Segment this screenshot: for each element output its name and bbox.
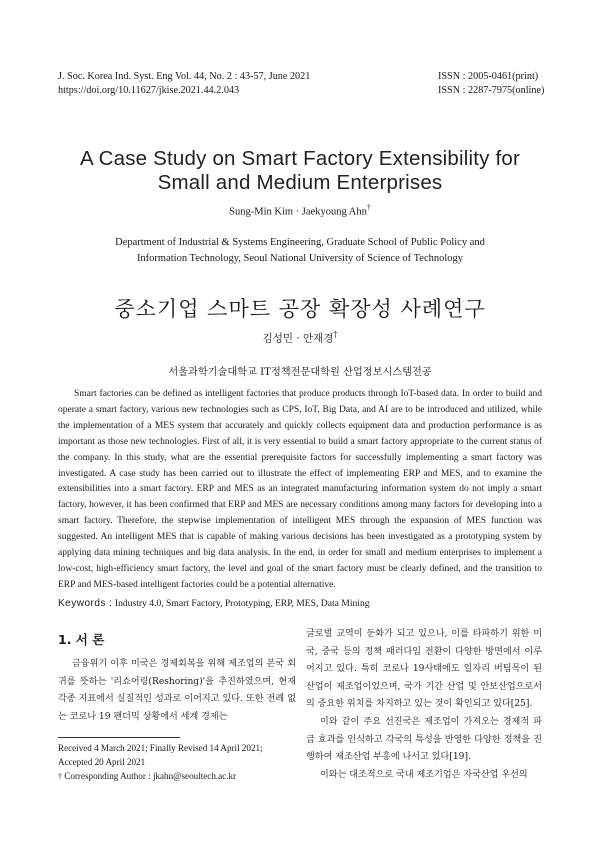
footnote-dates-line-1: Received 4 March 2021; Finally Revised 14 April 2021;: [58, 743, 263, 753]
left-column-paragraph: 금융위기 이후 미국은 경제회복을 위해 제조업의 본국 회귀를 뜻하는 '리쇼어링(Reshoring)'을 추진하였으며, 현재 각종 지표에서 실질적인 성과로 이어지고 있다. 또한 전례 없는 코로나 19 팬더믹 상황에서 세계 경제는: [58, 659, 296, 722]
footnote-divider: [58, 737, 180, 738]
author-names: Sung-Min Kim · Jaekyoung Ahn: [229, 206, 367, 218]
keywords-line: [58, 598, 370, 609]
corresponding-author-email: Corresponding Author : jkahn@seoultech.ac.kr: [64, 771, 237, 781]
issn-print: ISSN : 2005-0461(print): [438, 71, 539, 82]
korean-author-names: 김성민 · 안재경: [262, 332, 334, 345]
footnote-block: [58, 741, 298, 784]
corresponding-author-mark: †: [366, 203, 371, 212]
right-column-body: [306, 626, 542, 784]
korean-author-list: [0, 330, 600, 346]
korean-affiliation: 서울과학기술대학교 IT정책전문대학원 산업정보시스템전공: [168, 367, 432, 378]
keywords-list: Industry 4.0, Smart Factory, Prototyping, ERP, MES, Data Mining: [114, 598, 370, 609]
section-heading-introduction: 1. 서 론: [58, 632, 105, 647]
abstract: Smart factories can be defined as intelligent factories that produce products through IoT-based data. In order to build and operate a smart factory, various new technologies such as CPS, IoT, Big Data, and AI are to be introduced and utilized, while the implementation of a MES system that accurately and quickly collects equipment data and production performance is as important as those new technologies. First of all, it is very essential to build a smart factory appropriate to the current status of the company. In this study, what are the essential prerequisite factors for successfully implementing a smart factory was investigated. A case study has been carried out to illustrate the effect of implementing ERP and MES, and to examine the extensibilities into a smart factory. ERP and MES as an integrated manufacturing information system do not imply a smart factory, however, it has been confirmed that ERP and MES are necessary conditions among many factors for developing into a smart factory. Therefore, the stepwise implementation of intelligent MES through the expansion of MES function was suggested. An intelligent MES that is capable of making various decisions has been investigated as a prototyping system by applying data mining techniques and big data analysis. In the end, in order for small and medium enterprises to implement a low-cost, high-efficiency smart factory, the level and goal of the smart factory must be clearly defined, and the transition to ERP and MES-based intelligent factories could be a potential alternative.: [58, 389, 542, 590]
author-list: [0, 203, 600, 218]
paper-title-line-1: A Case Study on Smart Factory Extensibility for: [79, 147, 521, 170]
right-column-paragraph-1: 글로벌 교역이 둔화가 되고 있으나, 이를 타파하기 위한 미국, 중국 등의 정책 패러다임 전환이 다양한 방면에서 이루어지고 있다. 특히 코로나 19사태에도 일자리 버팀목이 된 산업이 제조업이었으며, 국가 기간 산업 및 안보산업으로서의 중요한 위치를 차지하고 있는 것이 확인되고 있다[25].: [306, 629, 542, 710]
affiliation-line-2: Information Technology, Seoul National University of Science of Technology: [136, 253, 464, 264]
korean-corresponding-mark: †: [333, 330, 338, 339]
left-column-body: [58, 656, 296, 726]
issn-online: ISSN : 2287-7975(online): [438, 85, 545, 96]
journal-citation: J. Soc. Korea Ind. Syst. Eng Vol. 44, No. 2 : 43-57, June 2021: [58, 71, 311, 82]
keywords-label: Keywords :: [58, 598, 113, 609]
doi-link[interactable]: https://doi.org/10.11627/jkise.2021.44.2.043: [58, 85, 240, 96]
right-column-paragraph-2: 이와 같이 주요 선진국은 제조업이 가져오는 경제적 파급 효과를 인식하고 각국의 특성을 반영한 다양한 정책을 진행하여 제조산업 부흥에 나서고 있다[19].: [306, 716, 542, 763]
footnote-dates-line-2: Accepted 20 April 2021: [58, 757, 146, 767]
affiliation-line-1: Department of Industrial & Systems Engineering, Graduate School of Public Policy and: [115, 237, 485, 248]
footnote-corresponding: [58, 769, 298, 784]
korean-title: 중소기업 스마트 공장 확장성 사례연구: [114, 297, 486, 321]
paper-title-line-2: Small and Medium Enterprises: [157, 171, 443, 194]
right-column-paragraph-3: 이와는 대조적으로 국내 제조기업은 자국산업 우선의: [320, 769, 528, 780]
footnote-dagger-mark: †: [58, 772, 62, 781]
